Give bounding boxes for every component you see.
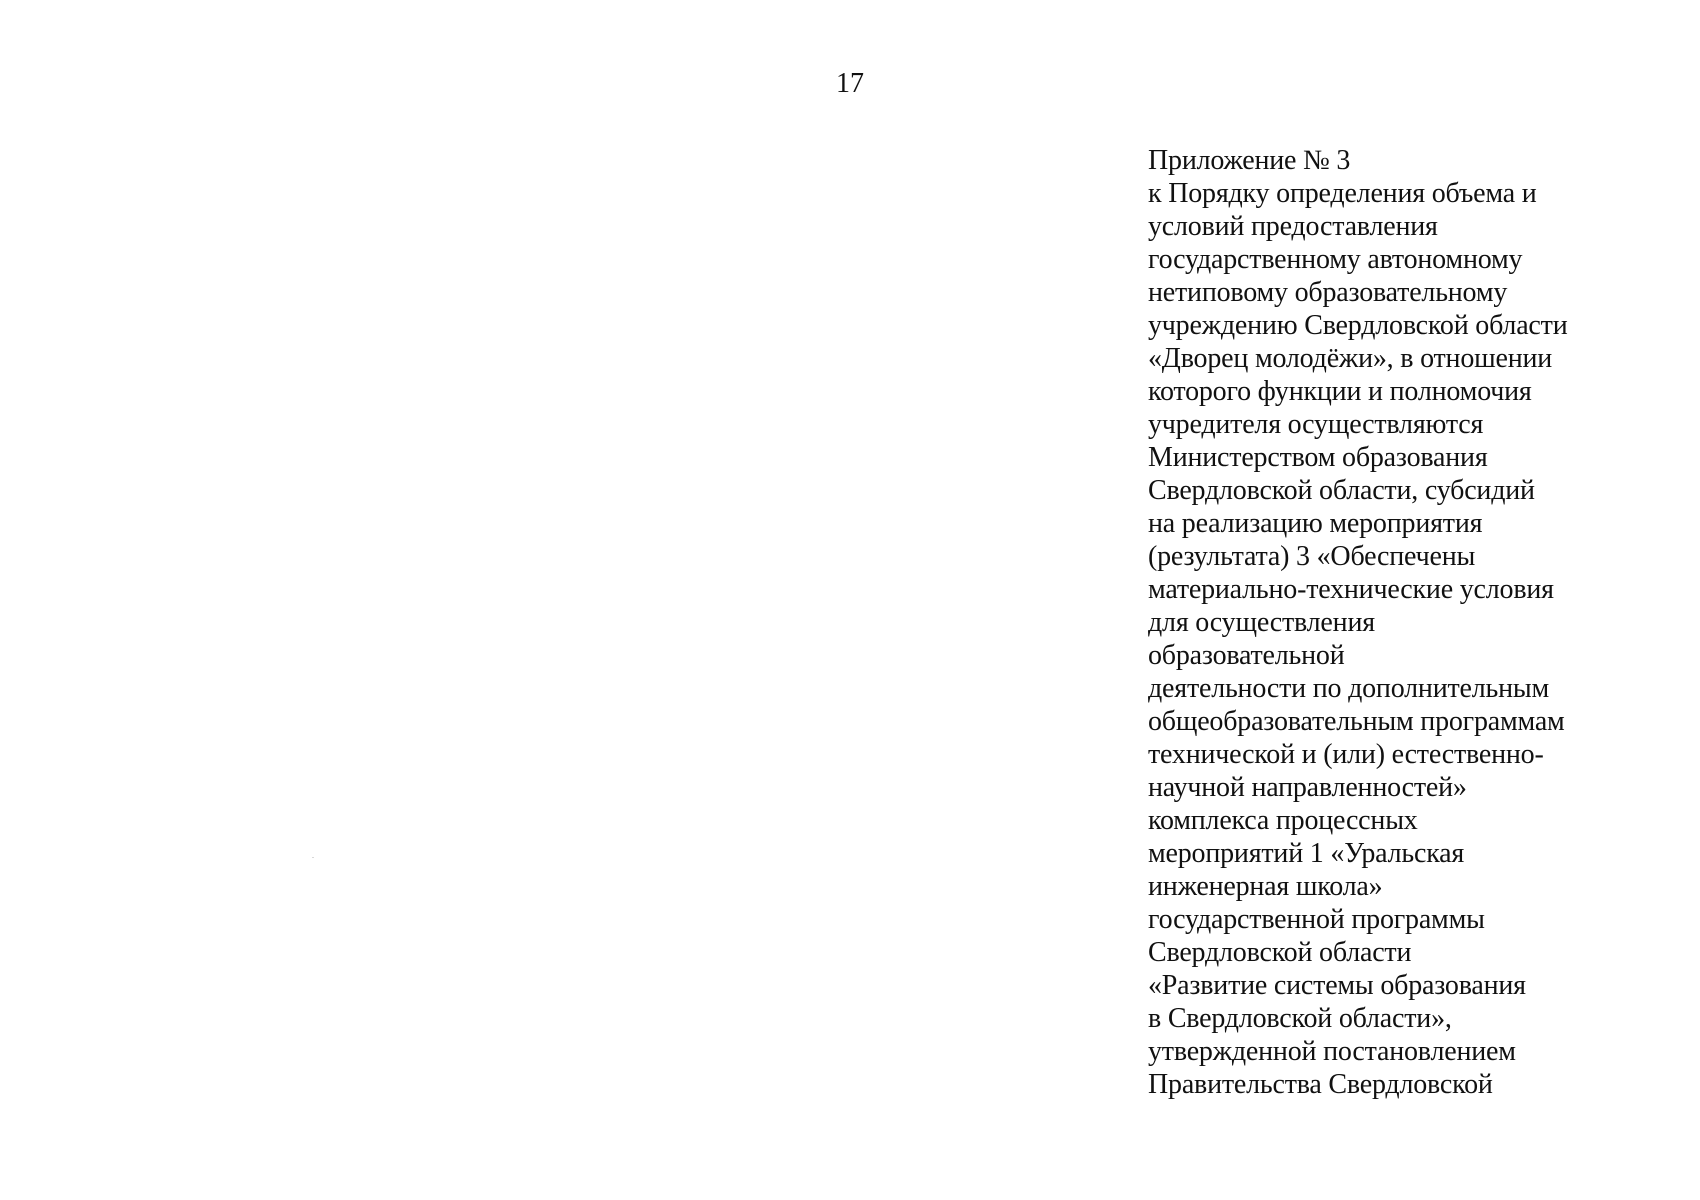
page-number (0, 66, 1700, 102)
appendix-line: которого функции и полномочия (1148, 376, 1532, 407)
appendix-line: научной направленностей» (1148, 772, 1467, 803)
appendix-line: «Дворец молодёжи», в отношении (1148, 343, 1553, 374)
appendix-line: деятельности по дополнительным (1148, 673, 1549, 704)
appendix-line: Свердловской области (1148, 937, 1412, 968)
appendix-line: учредителя осуществляются (1148, 409, 1484, 440)
appendix-line: для осуществления (1148, 607, 1375, 638)
page-number-text: 17 (836, 68, 864, 99)
appendix-line: государственной программы (1148, 904, 1485, 935)
appendix-line: образовательной (1148, 640, 1345, 671)
appendix-line: Приложение № 3 (1148, 145, 1351, 176)
appendix-line: мероприятий 1 «Уральская (1148, 838, 1465, 869)
appendix-line: условий предоставления (1148, 211, 1438, 242)
appendix-line: на реализацию мероприятия (1148, 508, 1483, 539)
appendix-line: в Свердловской области», (1148, 1003, 1452, 1034)
appendix-line: государственному автономному (1148, 244, 1523, 275)
appendix-line: Министерством образования (1148, 442, 1488, 473)
appendix-line: общеобразовательным программам (1148, 706, 1565, 737)
appendix-line: «Развитие системы образования (1148, 970, 1526, 1001)
appendix-line: нетиповому образовательному (1148, 277, 1508, 308)
appendix-line: комплекса процессных (1148, 805, 1418, 836)
appendix-line: инженерная школа» (1148, 871, 1383, 902)
appendix-line: технической и (или) естественно- (1148, 739, 1544, 770)
appendix-line: Правительства Свердловской (1148, 1069, 1493, 1100)
appendix-line: Свердловской области, субсидий (1148, 475, 1535, 506)
appendix-line: к Порядку определения объема и (1148, 178, 1537, 209)
appendix-line: учреждению Свердловской области (1148, 310, 1568, 341)
appendix-line: (результата) 3 «Обеспечены (1148, 541, 1476, 572)
appendix-header-block (1148, 144, 1668, 1101)
appendix-line: утвержденной постановлением (1148, 1036, 1516, 1067)
scan-speck (312, 857, 314, 858)
appendix-line: материально-технические условия (1148, 574, 1554, 605)
